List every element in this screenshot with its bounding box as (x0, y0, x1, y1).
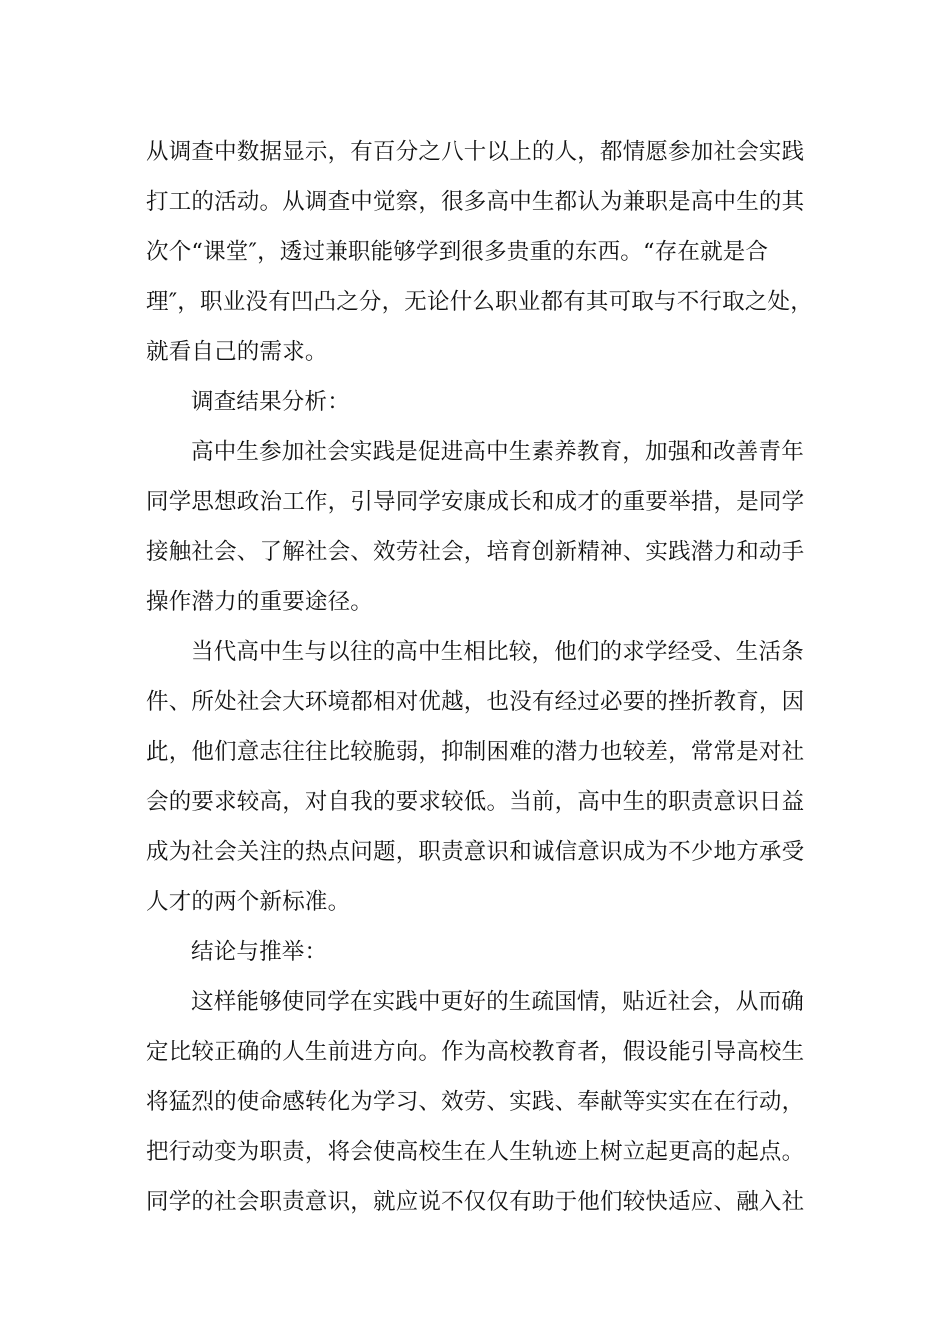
text-line-19: 定比较正确的人生前进方向。作为高校教育者，假设能引导高校生 (146, 1039, 805, 1065)
text-line-16: 人才的两个新标准。 (146, 889, 351, 915)
text-line-11: 当代高中生与以往的高中生相比较，他们的求学经受、生活条 (191, 639, 804, 665)
section-heading-analysis: 调查结果分析： (191, 389, 350, 415)
text-line-15: 成为社会关注的热点问题，职责意识和诚信意识成为不少地方承受 (146, 839, 805, 865)
text-line-18: 这样能够使同学在实践中更好的生疏国情，贴近社会，从而确 (191, 989, 804, 1015)
text-line-22: 同学的社会职责意识，就应说不仅仅有助于他们较快适应、融入社 (146, 1189, 805, 1215)
text-line-12: 件、所处社会大环境都相对优越，也没有经过必要的挫折教育，因 (146, 689, 805, 715)
text-line-4: 理″，职业没有凹凸之分，无论什么职业都有其可取与不行取之处， (146, 289, 813, 315)
text-line-8: 同学思想政治工作，引导同学安康成长和成才的重要举措，是同学 (146, 489, 805, 515)
section-heading-conclusion: 结论与推举： (191, 939, 328, 965)
text-line-20: 将猛烈的使命感转化为学习、效劳、实践、奉献等实实在在行动， (146, 1089, 805, 1115)
text-line-21: 把行动变为职责，将会使高校生在人生轨迹上树立起更高的起点。 (146, 1139, 805, 1165)
text-line-14: 会的要求较高，对自我的要求较低。当前，高中生的职责意识日益 (146, 789, 805, 815)
text-line-5: 就看自己的需求。 (146, 339, 328, 365)
text-line-1: 从调查中数据显示，有百分之八十以上的人，都情愿参加社会实践 (146, 139, 805, 165)
text-line-10: 操作潜力的重要途径。 (146, 589, 374, 615)
text-line-2: 打工的活动。从调查中觉察，很多高中生都认为兼职是高中生的其 (146, 189, 805, 215)
text-line-9: 接触社会、了解社会、效劳社会，培育创新精神、实践潜力和动手 (146, 539, 805, 565)
text-line-3: 次个“课堂″，透过兼职能够学到很多贵重的东西。“存在就是合 (146, 239, 769, 265)
text-line-13: 此，他们意志往往比较脆弱，抑制困难的潜力也较差，常常是对社 (146, 739, 805, 765)
text-line-7: 高中生参加社会实践是促进高中生素养教育，加强和改善青年 (191, 439, 804, 465)
